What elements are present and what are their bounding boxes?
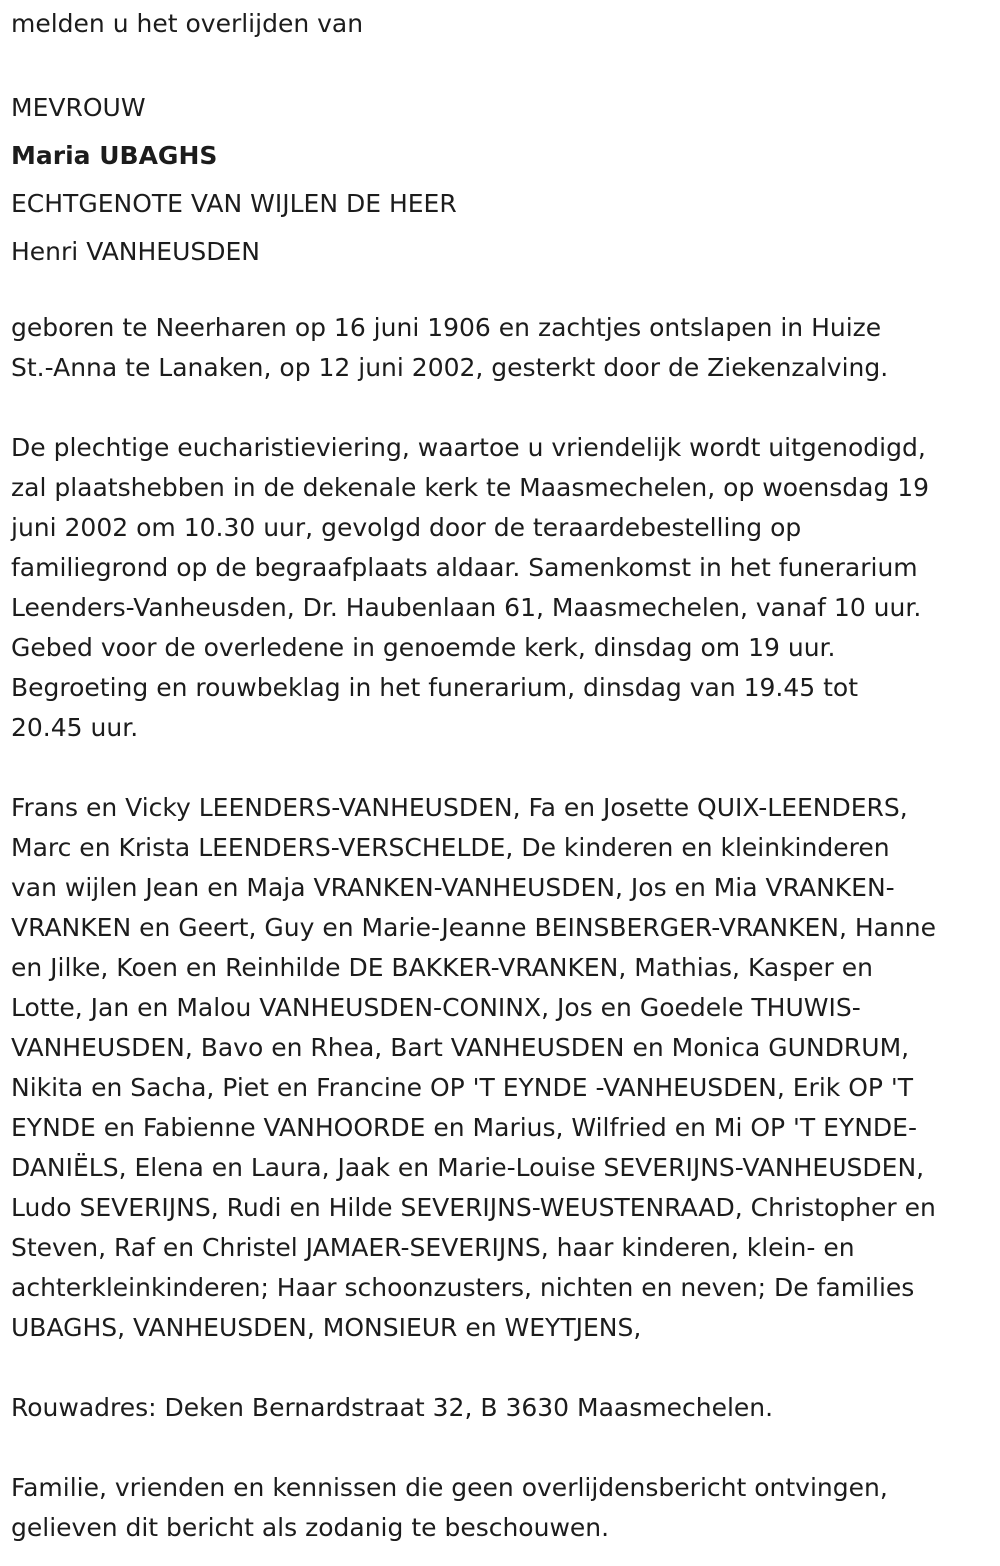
spacer [11, 44, 991, 84]
spacer [11, 276, 991, 308]
spacer [11, 748, 991, 788]
paragraph-line: Ludo SEVERIJNS, Rudi en Hilde SEVERIJNS-WEUSTENRAAD, Christopher en [11, 1193, 936, 1222]
paragraph-line: Familie, vrienden en kennissen die geen overlijdensbericht ontvingen, [11, 1473, 888, 1502]
paragraph-line: St.-Anna te Lanaken, op 12 juni 2002, gesterkt door de Ziekenzalving. [11, 353, 889, 382]
paragraph-line: achterkleinkinderen; Haar schoonzusters, nichten en neven; De families [11, 1273, 915, 1302]
paragraph-line: geboren te Neerharen op 16 juni 1906 en zachtjes ontslapen in Huize [11, 313, 882, 342]
intro-text: melden u het overlijden van [11, 9, 364, 38]
deceased-relation: ECHTGENOTE VAN WIJLEN DE HEER [11, 189, 457, 218]
deceased-name: Maria UBAGHS [11, 141, 218, 170]
paragraph-line: Lotte, Jan en Malou VANHEUSDEN-CONINX, Jos en Goedele THUWIS- [11, 993, 861, 1022]
paragraph-line: Frans en Vicky LEENDERS-VANHEUSDEN, Fa en Josette QUIX-LEENDERS, [11, 793, 908, 822]
paragraph-line: DANIËLS, Elena en Laura, Jaak en Marie-Louise SEVERIJNS-VANHEUSDEN, [11, 1153, 925, 1182]
address-paragraph [11, 1388, 991, 1428]
paragraph-line: Rouwadres: Deken Bernardstraat 32, B 3630 Maasmechelen. [11, 1393, 774, 1422]
spacer [11, 1348, 991, 1388]
family-paragraph [11, 788, 991, 1348]
paragraph-line: Leenders-Vanheusden, Dr. Haubenlaan 61, Maasmechelen, vanaf 10 uur. [11, 593, 922, 622]
paragraph-line: UBAGHS, VANHEUSDEN, MONSIEUR en WEYTJENS, [11, 1313, 642, 1342]
paragraph-line: Steven, Raf en Christel JAMAER-SEVERIJNS, haar kinderen, klein- en [11, 1233, 855, 1262]
paragraph-line: Gebed voor de overledene in genoemde kerk, dinsdag om 19 uur. [11, 633, 836, 662]
deceased-title: MEVROUW [11, 93, 146, 122]
deceased-block [11, 84, 991, 276]
paragraph-line: van wijlen Jean en Maja VRANKEN-VANHEUSDEN, Jos en Mia VRANKEN- [11, 873, 895, 902]
paragraph-line: 20.45 uur. [11, 713, 139, 742]
paragraph-line: familiegrond op de begraafplaats aldaar. Samenkomst in het funerarium [11, 553, 918, 582]
paragraph-line: zal plaatshebben in de dekenale kerk te Maasmechelen, op woensdag 19 [11, 473, 930, 502]
spouse-name: Henri VANHEUSDEN [11, 237, 261, 266]
paragraph-line: Begroeting en rouwbeklag in het funerarium, dinsdag van 19.45 tot [11, 673, 859, 702]
paragraph-line: De plechtige eucharistieviering, waartoe u vriendelijk wordt uitgenodigd, [11, 433, 926, 462]
paragraph-line: Marc en Krista LEENDERS-VERSCHELDE, De kinderen en kleinkinderen [11, 833, 890, 862]
spacer [11, 388, 991, 428]
paragraph-line: gelieven dit bericht als zodanig te beschouwen. [11, 1513, 610, 1542]
paragraph-line: VRANKEN en Geert, Guy en Marie-Jeanne BEINSBERGER-VRANKEN, Hanne [11, 913, 937, 942]
paragraph-line: en Jilke, Koen en Reinhilde DE BAKKER-VRANKEN, Mathias, Kasper en [11, 953, 873, 982]
paragraph-line: EYNDE en Fabienne VANHOORDE en Marius, Wilfried en Mi OP 'T EYNDE- [11, 1113, 917, 1142]
paragraph-line: Nikita en Sacha, Piet en Francine OP 'T EYNDE -VANHEUSDEN, Erik OP 'T [11, 1073, 914, 1102]
birth-death-paragraph [11, 308, 991, 388]
closing-paragraph [11, 1468, 991, 1548]
spacer [11, 1428, 991, 1468]
paragraph-line: juni 2002 om 10.30 uur, gevolgd door de teraardebestelling op [11, 513, 802, 542]
obituary-notice [11, 4, 991, 1548]
ceremony-paragraph [11, 428, 991, 748]
paragraph-line: VANHEUSDEN, Bavo en Rhea, Bart VANHEUSDEN en Monica GUNDRUM, [11, 1033, 910, 1062]
